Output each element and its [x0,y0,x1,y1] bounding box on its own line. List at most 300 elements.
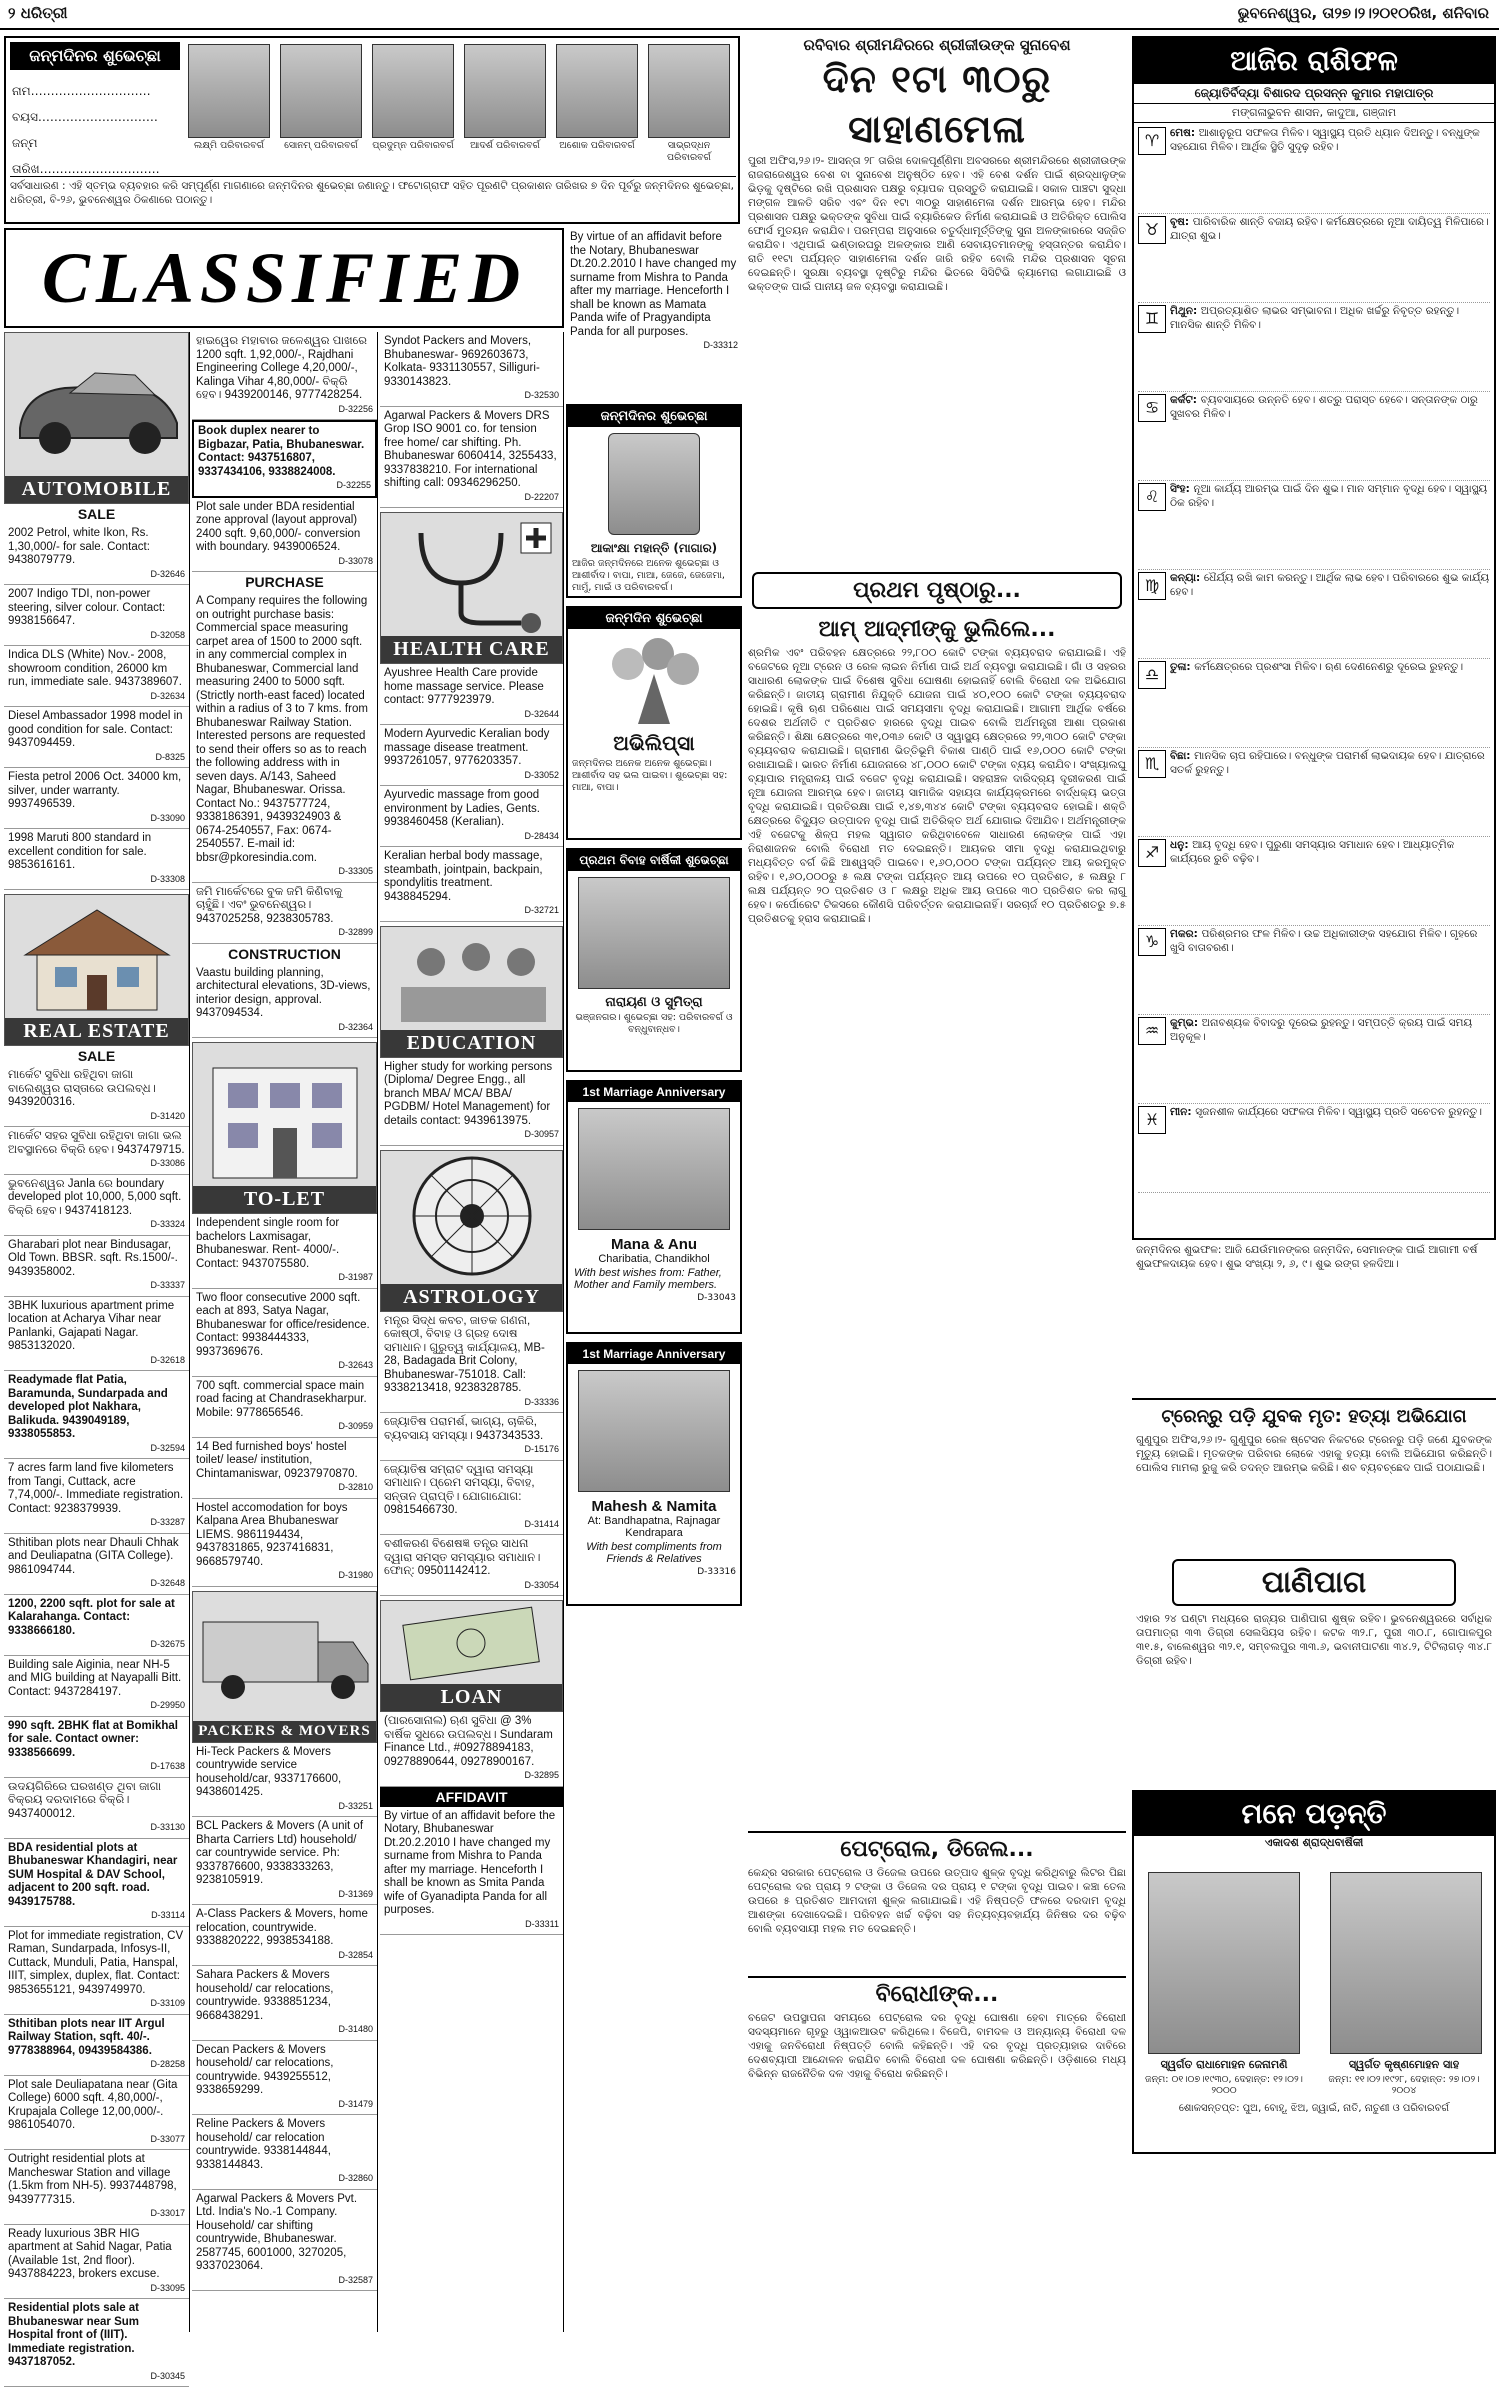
birthday-kid [370,44,456,172]
ad-code: D-32810 [338,1482,373,1492]
wedding-greeting: ପ୍ରଥମ ବିବାହ ବାର୍ଷିକୀ ଶୁଭେଚ୍ଛା ନାରାୟଣ ଓ ସୁମିତ୍ରା ଭଞ୍ଜନଗର। ଶୁଭେଚ୍ଛା ସହ: ପରିବାରବର୍ଗ ଓ ବନ୍ଧୁବାନ୍ଧବ। [566,848,742,1072]
ad-code: D-33077 [150,2133,185,2144]
ad-code: D-33095 [150,2282,185,2293]
ad-code: D-33086 [150,1158,185,1168]
tolet-label: TO-LET [193,1186,376,1213]
classified-ad [4,2015,189,2076]
ad-code: D-30959 [338,1421,373,1431]
health-image [380,512,563,664]
rashi-text: ମାନସିକ ଚାପ ରହିପାରେ। ବନ୍ଧୁଙ୍କ ପରାମର୍ଶ ଲାଭଦାୟକ ହେବ। ଯାତ୍ରାରେ ସତର୍କ ରୁହନ୍ତୁ। [1170,750,1485,776]
education-ads [380,1058,563,1146]
classified-ad [192,2190,377,2292]
form-age: ବୟସ………………………… [12,110,158,124]
classified-ad [192,1214,377,1289]
classified-ad [4,1534,189,1595]
health-label: HEALTH CARE [381,636,562,663]
memorial-detail-2: ଜନ୍ମ: ୧୧।୦୨।୧୯୨୮, ଦେହାନ୍ତ: ୨୭।୦୨।୨୦୦୪ [1328,2074,1480,2096]
rashi-item [1138,748,1490,837]
ad-text: Ayurvedic massage from good environment by Ladies, Gents. 9938460458 (Keralian). [384,789,540,828]
rashi-item [1138,570,1490,659]
ad-text: 2002 Petrol, white Ikon, Rs. 1,30,000/- for sale. Contact: 9438079779. [8,527,150,566]
classified-logo-box [4,228,564,328]
zodiac-sign-icon: ♓ [1138,1106,1166,1134]
ad-code: D-32256 [338,403,373,414]
classified-ad [4,585,189,646]
anniversary-1-photo [578,1108,730,1230]
news-headline: ଦିନ ୧ଟା ୩୦ରୁ ସାହାଣମେଳା [822,57,1052,151]
classified-ad [192,1743,377,1818]
classified-ad [4,646,189,707]
ad-code: D-33017 [150,2208,185,2218]
classified-ad [192,964,377,1039]
classified-ad [4,1066,189,1127]
rashi-item [1138,659,1490,748]
ad-code: D-32643 [338,1360,373,1370]
ad-text: Keralian herbal body massage, steambath, jointpain, backpain, spondylitis treatment. 9438845294. [384,850,543,903]
classified-ad [4,524,189,585]
birthday-strip [4,36,740,224]
classified-ad [4,1459,189,1534]
ad-code: D-32618 [150,1354,185,1365]
ad-code: D-32675 [150,1639,185,1649]
ad-code: D-32854 [338,1949,373,1960]
ad-code: D-32255 [336,480,371,490]
zodiac-sign-icon: ♎ [1138,661,1166,689]
classified-logo: CLASSIFIED [41,238,527,318]
education-image [380,926,563,1058]
classified-ad [192,332,377,420]
classified-ad [4,2076,189,2151]
ad-text: Book duplex nearer to Bigbazar, Patia, Bhubaneswar. Contact: 9437516807, 9337434106, 9338824008. [198,425,365,478]
rashi-text: କର୍ମକ୍ଷେତ୍ରରେ ପ୍ରଶଂସା ମିଳିବ। ଋଣ ଦେଣନେଣରୁ ଦୂରେଇ ରୁହନ୍ତୁ। [1194,661,1464,673]
classified-ad [192,420,377,498]
classified-ad [380,407,563,509]
ad-code: D-33305 [338,866,373,876]
ad-code: D-33114 [151,1910,185,1920]
rashifal-title: ଆଜିର ରାଶିଫଳ [1134,38,1494,84]
ad-code: D-28258 [150,2059,185,2069]
packers-ads [192,1743,377,2292]
packers-label: PACKERS & MOVERS [193,1721,376,1742]
rashi-item [1138,1015,1490,1104]
construction-ads [192,964,377,1039]
ad-text: Outright residential plots at Mancheswar Station and village (1.5km from NH-5). 9937448798, 9439777315. [8,2153,177,2206]
rashi-name: କୁମ୍ଭ: [1170,1017,1202,1029]
ad-code: D-28434 [524,830,559,841]
ad-text: Sthitiban plots near Dhauli Chhak and Deuliapatna (GITA College). 9861094744. [8,1536,179,1576]
ad-text: ଜ୍ୟୋତିଷ ପରାମର୍ଶ, ଭାଗ୍ୟ, ଚାକିରି, ବ୍ୟବସାୟ ସମସ୍ୟା। 9437343533. [384,1416,544,1442]
classified-ad [380,1535,563,1596]
ad-code: D-33308 [150,873,185,884]
ad-text: Indica DLS (White) Nov.- 2008, showroom condition, 26000 km run, immediate sale. 9437389607. [8,649,182,688]
ad-code: D-31479 [338,2098,373,2109]
packers-image [192,1591,377,1743]
ad-text: 700 sqft. commercial space main road facing at Chandrasekharpur. Mobile: 9778656546. [196,1379,367,1419]
classified-column-2 [192,332,378,2332]
ad-code: D-33311 [525,1918,559,1929]
memorial-subtitle: ଏକାଦଶ ଶ୍ରାଦ୍ଧବାର୍ଷିକୀ [1264,1836,1364,1849]
rashi-name: ବୃଷ: [1170,216,1193,228]
ad-code: D-33336 [524,1396,559,1407]
astrology-ads [380,1312,563,1597]
rashi-item [1138,392,1490,481]
rashi-name: ମେଷ: [1170,127,1199,139]
real-estate-image [4,894,189,1046]
ad-code: D-32648 [150,1578,185,1588]
memorial-name-1: ସ୍ୱର୍ଗତ ରାଧାମୋହନ ଜେନାମଣି [1160,2058,1288,2071]
ad-code: D-30345 [150,2370,185,2381]
page-header [0,0,1499,30]
loan-ads [380,1712,563,1787]
ad-code: D-31480 [338,2024,373,2034]
birthday-title: ଜନ୍ମଦିନର ଶୁଭେଚ୍ଛା [10,42,180,70]
ad-code: D-8325 [155,751,185,762]
currency-icon [381,1601,563,1681]
classified-ad [380,1712,563,1787]
ad-code: D-31980 [338,1570,373,1580]
ad-text: Plot sale Deuliapatana near (Gita College) 6000 sqft. 4,80,000/-, Krupajala College 12,00,000/-. 9861054070. [8,2078,178,2131]
loan-label: LOAN [381,1684,562,1711]
classified-column-3 [380,332,564,2332]
classified-ad [4,1778,189,1839]
classified-ad [380,847,563,922]
anniversary-1: 1st Marriage Anniversary Mana & Anu Charibatia, Chandikhol With best wishes from: Father, Mother and Family members. D-33043 [566,1080,742,1334]
ad-code: D-31369 [338,1888,373,1899]
ad-text: Sthitiban plots near IIT Argul Railway Station, sqft. 40/-. 9778388964, 09439584386. [8,2017,165,2057]
ad-text: By virtue of an affidavit before the Notary, Bhubaneswar Dt.20.2.2010 I have changed my surname from Mishra to Panda after my marriage. Henceforth I shall be known as Smita Panda wife of Gyanadipta Panda for all purposes. [384,1809,556,1916]
anniv2-place: At: Bandhapatna, Rajnagar Kendrapara [587,1515,721,1539]
ad-code: D-31987 [338,1272,373,1282]
ad-text: A-Class Packers & Movers, home relocation, countrywide. 9338820222, 9938534188. [196,1908,368,1947]
classified-ad [4,1717,189,1778]
classified-ad [192,2115,377,2190]
classified-ad [4,1656,189,1717]
classified-ad [192,1817,377,1905]
ad-text: Ready luxurious 3BR HIG apartment at Sahid Nagar, Patia (Available 1st, 2nd floor). 9437884223, brokers excuse. [8,2227,172,2280]
ad-text: ବଶୀକରଣ ବିଶେଷଜ୍ଞ ତନ୍ତ୍ର ସାଧନା ଦ୍ୱାରା ସମସ୍ତ ସମସ୍ୟାର ସମାଧାନ। ଫୋନ୍: 09501142412. [384,1538,541,1577]
kid-name: ଆଦର୍ଶ ପରିବାରବର୍ଗ [470,140,540,151]
ad-text: Syndot Packers and Movers, Bhubaneswar- 9692603673, Kolkata- 9331130557, Silliguri- 9330143823. [384,335,540,388]
birthday-kid [462,44,548,172]
weather-body: ଏହାର ୨୪ ଘଣ୍ଟା ମଧ୍ୟରେ ରାଜ୍ୟର ପାଣିପାଗ ଶୁଷ୍କ ରହିବ। ଭୁବନେଶ୍ୱରରେ ସର୍ବାଧିକ ତାପମାତ୍ରା ୩୩ ଡିଗ୍ରୀ ସେଲସିୟସ ରହିବ। କଟକ ୩୨.୮, ପୁରୀ ୩୦.୮, ଗୋପାଳପୁର ୩୧.୫, ବାଲେଶ୍ୱର ୩୨.୧, ସମ୍ବଲପୁର ୩୩.୬, ଭବାନୀପାଟଣା ୩୪.୨, ଟିଟିଲାଗଡ଼ ୩୪.୮ ଡିଗ୍ରୀ ରହିବ। [1136,1613,1492,1667]
classified-ad [4,2150,189,2225]
memorial-photo-1 [1148,1872,1300,2054]
ad-text: ଜ୍ୟୋତିଷ ସମ୍ରାଟ ଦ୍ୱାରା ସମସ୍ୟା ସମାଧାନ। ପ୍ରେମ ସମସ୍ୟା, ବିବାହ, ସନ୍ତାନ ପ୍ରାପ୍ତି। ଯୋଗାଯୋଗ: 09815466730. [384,1463,535,1516]
wedding-couple: ନାରାୟଣ ଓ ସୁମିତ୍ରା [605,995,703,1010]
ad-text: Hostel accomodation for boys Kalpana Area Bhubaneswar LIEMS. 9861194434, 9437831865, 9237416831, 9668579740. [196,1501,348,1568]
truck-icon [193,1592,377,1712]
kid-photo [648,44,730,138]
ad-text: 1998 Maruti 800 standard in excellent condition for sale. 9853616161. [8,832,152,871]
rashi-name: ବିଛା: [1170,750,1195,762]
ad-text: Sahara Packers & Movers household/ car relocations, countrywide. 9338851234, 9668438291. [196,1969,334,2022]
ad-text: 14 Bed furnished boys' hostel toilet/ lease/ institution, Chintamaniswar, 09237970870. [196,1440,358,1480]
rashi-text: ଧୈର୍ଯ୍ୟ ରଖି କାମ କରନ୍ତୁ। ଆର୍ଥିକ ଲାଭ ହେବ। ପରିବାରରେ ଶୁଭ କାର୍ଯ୍ୟ ହେବ। [1170,572,1489,598]
real-estate-ads [4,1066,189,2387]
classified-ad [380,786,563,847]
right-column [1132,36,1496,2332]
ad-code: D-32364 [338,1021,373,1032]
ad-text: Independent single room for bachelors Laxmisagar, Bhubaneswar. Rent- 4000/-. Contact: 9437075580. [196,1217,340,1270]
ad-text: ମନ୍ତ୍ର ସିଦ୍ଧ କବଚ, ଜାତକ ଗଣନା, କୋଷ୍ଠୀ, ବିବାହ ଓ ଗ୍ରହ ଦୋଷ ସମାଧାନ। ଗୁରୁତ୍ୱ କାର୍ଯ୍ୟାଳୟ, MB-28, Badagada Brit Colony, Bhubaneswar-751018. Call: 9338213418, 9238328785. [384,1314,545,1394]
purchase-ads [192,592,377,944]
car-icon [5,333,189,473]
ad-text: Residential plots sale at Bhubaneswar near Sum Hospital front of (IIIT). Immediate registration. 9437187052. [8,2302,140,2368]
kid-photo [556,44,638,138]
greeting-column [566,404,742,2334]
zodiac-sign-icon: ♏ [1138,750,1166,778]
ad-code: D-33251 [338,1800,373,1811]
kid-photo [188,44,270,138]
news-body-1: ଶ୍ରମିକ ଏବଂ ପରିବହନ କ୍ଷେତ୍ରରେ ୨୨,୮୦୦ କୋଟି ଟଙ୍କା ବ୍ୟୟବରାଦ କରାଯାଇଛି। ଏହି ବଜେଟରେ ନୂଆ ଟ୍ରେନ ଓ ରେଳ ଲାଇନ ନିର୍ମାଣ ପାଇଁ ଅର୍ଥ ବ୍ୟବସ୍ଥା କରାଯାଇଛି। ଗାଁ ଓ ସହରର ସାଧାରଣ ଲୋକଙ୍କ ପାଇଁ ବିଶେଷ ସୁବିଧା ଘୋଷଣା ହୋଇନାହିଁ ବୋଲି ବିରୋଧୀ ଦଳ ଅଭିଯୋଗ କରିଛନ୍ତି। ଜାତୀୟ ଗ୍ରାମୀଣ ନିଯୁକ୍ତି ଯୋଜନା ପାଇଁ ୪୦,୧୦୦ କୋଟି ଟଙ୍କା ବ୍ୟୟବରାଦ ହୋଇଛି। କୃଷି ଋଣ ପରିଶୋଧ ପାଇଁ ସମୟସୀମା ବୃଦ୍ଧି କରାଯାଇଛି। ଆଗାମୀ ଆର୍ଥିକ ବର୍ଷରେ ଦେଶର ଅର୍ଥନୀତି ୯ ପ୍ରତିଶତ ହାରରେ ବୃଦ୍ଧି ପାଇବ ବୋଲି ଅର୍ଥମନ୍ତ୍ରୀ ଆଶା ପ୍ରକାଶ କରିଛନ୍ତି। ଶିକ୍ଷା କ୍ଷେତ୍ରରେ ୩୧,୦୩୬ କୋଟି ଓ ସ୍ୱାସ୍ଥ୍ୟ କ୍ଷେତ୍ରରେ ୨୨,୩୦୦ କୋଟି ଟଙ୍କା ବ୍ୟୟବରାଦ କରାଯାଇଛି। ଗ୍ରାମୀଣ ଭିତ୍ତିଭୂମି ବିକାଶ ପାଣ୍ଠି ପାଇଁ ୧୬,୦୦୦ କୋଟି ଟଙ୍କା ରଖାଯାଇଛି। ଭାରତ ନିର୍ମାଣ ଯୋଜନାରେ ୪୮,୦୦୦ କୋଟି ଟଙ୍କା ବ୍ୟୟ କରାଯିବ। ସଂଖ୍ୟାଲଘୁ ବ୍ୟାପାର ମନ୍ତ୍ରାଳୟ ପାଇଁ ବଜେଟ ବୃଦ୍ଧି କରାଯାଇଛି। ସହରାଞ୍ଚଳ ଦାରିଦ୍ର୍ୟ ଦୂରୀକରଣ ପାଇଁ ନୂଆ ଯୋଜନା ଆରମ୍ଭ ହେବ। ଜାତୀୟ ସାମାଜିକ ସହାୟତା କାର୍ଯ୍ୟକ୍ରମରେ ବାର୍ଦ୍ଧକ୍ୟ ଭତ୍ତା ବୃଦ୍ଧି କରାଯାଇଛି। ପ୍ରତିରକ୍ଷା ପାଇଁ ୧,୪୭,୩୪୪ କୋଟି ଟଙ୍କା ବ୍ୟୟବରାଦ ହୋଇଛି। ଶକ୍ତି କ୍ଷେତ୍ରରେ ବିଦ୍ୟୁତ ଉତ୍ପାଦନ ବୃଦ୍ଧି ପାଇଁ ଅତିରିକ୍ତ ଅର୍ଥ ଯୋଗାଇ ଦିଆଯିବ। ଅର୍ଥମନ୍ତ୍ରୀଙ୍କ ଏହି ବଜେଟକୁ ଶିଳ୍ପ ମହଲ ସ୍ୱାଗତ କରିଥିବାବେଳେ ସାଧାରଣ ଲୋକଙ୍କ ପାଇଁ ଏହା ନିରାଶାଜନକ ବୋଲି ବିରୋଧୀ ମତ ଦେଇଛନ୍ତି। ଆୟକର ସୀମା ବୃଦ୍ଧି କରାଯାଇଥିବାରୁ ମଧ୍ୟବିତ୍ତ ବର୍ଗ କିଛି ଆଶ୍ୱସ୍ତି ପାଇବେ। ୧,୬୦,୦୦୦ ଟଙ୍କା ପର୍ଯ୍ୟନ୍ତ ଆୟ କରମୁକ୍ତ ରହିବ। ୧,୬୦,୦୦୦ରୁ ୫ ଲକ୍ଷ ଟଙ୍କା ପର୍ଯ୍ୟନ୍ତ ଆୟ ଉପରେ ୧୦ ପ୍ରତିଶତ, ୫ ଲକ୍ଷରୁ ୮ ଲକ୍ଷ ପର୍ଯ୍ୟନ୍ତ ୨୦ ପ୍ରତିଶତ ଓ ୮ ଲକ୍ଷରୁ ଅଧିକ ଆୟ ଉପରେ ୩୦ ପ୍ରତିଶତ କର ଲାଗୁ ହେବ। କର୍ପୋରେଟ ଟିକସରେ କୌଣସି ପରିବର୍ତ୍ତନ କରାଯାଇନାହିଁ। ସରଚାର୍ଜ ୧୦ ପ୍ରତିଶତରୁ ୭.୫ ପ୍ରତିଶତକୁ ହ୍ରାସ କରାଯାଇଛି। [748,647,1126,925]
zodiac-sign-icon: ♍ [1138,572,1166,600]
ad-code: D-32058 [150,629,185,640]
rashi-item [1138,214,1490,303]
subhead-petrol-diesel: ପେଟ୍ରୋଲ, ଡିଜେଲ... [748,1831,1126,1866]
ad-code: D-32634 [150,690,185,701]
kid-photo [464,44,546,138]
astrology-label: ASTROLOGY [381,1284,562,1311]
kid-name: ଲକ୍ଷ୍ମି ପରିବାରବର୍ଗ [194,140,264,151]
rashi-text: ଅନାବଶ୍ୟକ ବିବାଦରୁ ଦୂରେଇ ରୁହନ୍ତୁ। ସମ୍ପତ୍ତି କ୍ରୟ ପାଇଁ ସମୟ ଅନୁକୂଳ। [1170,1017,1473,1043]
rashi-text: ପରିଶ୍ରମର ଫଳ ମିଳିବ। ଉଚ୍ଚ ଅଧିକାରୀଙ୍କ ସହଯୋଗ ମିଳିବ। ଗୃହରେ ଖୁସି ବାତାବରଣ। [1170,928,1478,954]
ad-code: D-32895 [524,1770,559,1780]
ad-code: D-33109 [150,1998,185,2008]
ad-code: D-32721 [524,905,559,915]
kid-name: ସାଭ୍ରଦ୍ଧନ ପରିବାରବର୍ଗ [667,140,711,163]
affidavit-top: By virtue of an affidavit before the Notary, Bhubaneswar Dt.20.2.2010 I have changed my surname from Mishra to Panda after my marriage. Henceforth I shall be known as Mamata Panda wife of Pragyandipta Panda for all purposes. D-33312 [570,231,738,350]
kid-name: ପ୍ରଦୁମ୍ନ ପରିବାରବର୍ଗ [372,140,454,151]
ad-text: Fiesta petrol 2006 Oct. 34000 km, silver, under warranty. 9937496539. [8,771,182,810]
classified-ad [4,1127,189,1175]
ad-code: D-32587 [338,2274,373,2285]
kid-photo [280,44,362,138]
automobile-image [4,332,189,504]
real-estate-sale-heading: SALE [77,1048,116,1064]
memorial-name-2: ସ୍ୱର୍ଗତ କୃଷ୍ଣମୋହନ ସାହ [1348,2058,1460,2071]
section-front-page: ପ୍ରଥମ ପୃଷ୍ଠାରୁ... [752,572,1122,609]
memorial-title: ମନେ ପଡ଼ନ୍ତି [1134,1792,1494,1836]
form-name: ନାମ………………………… [12,84,151,98]
ad-text: Readymade flat Patia, Baramunda, Sundarpada and developed plot Nakhara, Balikuda. 9439049189, 9338055853. [8,1374,168,1440]
birthday-note: ସର୍ବସାଧାରଣ : ଏହି ସ୍ତମ୍ଭ ବ୍ୟବହାର କରି ସମ୍ପୂର୍ଣ୍ଣ ମାଗଣାରେ ଜନ୍ମଦିନର ଶୁଭେଚ୍ଛା ଜଣାନ୍ତୁ। ଫଟୋଗ୍ରାଫ ସହିତ ପୂରଣଟି ପ୍ରକାଶନ ତାରିଖର ୭ ଦିନ ପୂର୍ବରୁ ଜନ୍ମଦିନର ଶୁଭେଚ୍ଛା, ଧରିତ୍ରୀ, ବି-୨୬, ଭୁବନେଶ୍ୱର ଠିକଣାରେ ପଠାନ୍ତୁ। [10,176,736,220]
couple-photo [578,877,730,989]
rashifal-byline-1: ଜ୍ୟୋତିର୍ବିଦ୍ୟା ବିଶାରଦ ପ୍ରସନ୍ନ କୁମାର ମହାପାତ୍ର [1134,84,1494,104]
ad-text: Vaastu building planning, architectural elevations, 3D-views, interior design, approval. 9437094534. [196,966,371,1019]
anniv1-place: Charibatia, Chandikhol [598,1253,710,1265]
ad-code: D-32899 [338,927,373,937]
classified-ad [192,1966,377,2041]
tolet-image [192,1042,377,1214]
crime-headline: ଟ୍ରେନ୍‌ରୁ ପଡ଼ି ଯୁବକ ମୃତ: ହତ୍ୟା ଅଭିଯୋଗ [1161,1406,1467,1427]
rashi-name: ମିଥୁନ: [1170,305,1201,317]
birthday-kid [186,44,272,172]
automobile-label: AUTOMOBILE [5,476,188,503]
anniv2-couple: Mahesh & Namita [591,1498,717,1515]
rashifal-byline-2: ମଙ୍ଗଳାଭୁବନ ଶାସନ, କାଦୁଆ, ଗଞ୍ଜାମ [1134,104,1494,123]
ad-code: D-32860 [338,2173,373,2183]
ad-text: ହାଇୱେର ମହାବାର ଜଳେଶ୍ୱର ପାଖରେ 1200 sqft. 1,92,000/-, Rajdhani Engineering College 4,20,000/-, Kalinga Vihar 4,80,000/- ବିକ୍ରି ହେବ। 9439200146, 9777428254. [196,335,368,401]
ad-code: D-32646 [150,568,185,579]
ad-text: Plot for immediate registration, CV Raman, Sundarpada, Infosys-II, Cuttack, Munduli, Patia, Hanspal, IIIT, simplex, duplex, flat. Contact: 9853655121, 9439749970. [8,1929,184,1996]
zodiac-sign-icon: ♑ [1138,928,1166,956]
ad-text: 2007 Indigo TDI, non-power steering, silver colour. Contact: 9938156647. [8,588,166,627]
news-kicker: ରବିବାର ଶ୍ରୀମନ୍ଦିରରେ ଶ୍ରୀଜୀଉଙ୍କ ସୁନାବେଶ [803,36,1071,54]
ad-text: Modern Ayurvedic Keralian body massage disease treatment. 9937261057, 9776203357. [384,728,550,767]
rashi-item [1138,837,1490,926]
classified-ad [380,1413,563,1461]
ad-text: Decan Packers & Movers household/ car relocations, countrywide. 9439255512, 9338659299. [196,2043,334,2096]
purchase-heading: PURCHASE [245,574,324,590]
health-ads [380,664,563,922]
zodiac-sign-icon: ♒ [1138,1017,1166,1045]
child-photo [608,433,700,535]
ad-text: ଜମି ମାର୍କେଟରେ ବୁକ ଜମି କିଣିବାକୁ ଚାହୁଁଛି। ଏବଂ ଭୁବନେଶ୍ୱର। 9437025258, 9238305783. [196,885,343,925]
rashifal-list [1134,123,1494,1195]
astrology-image [380,1150,563,1312]
rashi-text: ସୃଜନଶୀଳ କାର୍ଯ୍ୟରେ ସଫଳତା ମିଳିବ। ସ୍ୱାସ୍ଥ୍ୟ ପ୍ରତି ସଚେତନ ରୁହନ୍ତୁ। [1195,1106,1482,1118]
classified-ad [192,1438,377,1499]
classified-ad [4,707,189,768]
classified-ad [192,1905,377,1966]
rashifal-box [1132,36,1496,1240]
anniv1-msg: With best wishes from: Father, Mother and Family members. [574,1267,722,1291]
rashifal-note: ଜନ୍ମଦିନର ଶୁଭଫଳ: ଆଜି ଯେଉଁମାନଙ୍କର ଜନ୍ମଦିନ, ସେମାନଙ୍କ ପାଇଁ ଆଗାମୀ ବର୍ଷ ଶୁଭଫଳଦାୟକ ହେବ। ଶୁଭ ସଂଖ୍ୟା ୨, ୬, ୯। ଶୁଭ ରଙ୍ଗ ହଳଦିଆ। [1132,1240,1496,1400]
classified-ad [4,2299,189,2387]
anniversary-2: 1st Marriage Anniversary Mahesh & Namita At: Bandhapatna, Rajnagar Kendrapara With best compliments from Friends & Relatives D-33316 [566,1342,742,1606]
classified-ad [4,829,189,890]
zodiac-sign-icon: ♐ [1138,839,1166,867]
rashi-text: ନୂଆ କାର୍ଯ୍ୟ ଆରମ୍ଭ ପାଇଁ ଦିନ ଶୁଭ। ମାନ ସମ୍ମାନ ବୃଦ୍ଧି ହେବ। ସ୍ୱାସ୍ଥ୍ୟ ଠିକ ରହିବ। [1170,483,1488,509]
ad-code: D-29950 [150,1700,185,1710]
ad-text: 7 acres farm land five kilometers from Tangi, Cuttack, acre 7,74,000/-. Immediate registration. Contact: 9238379939. [8,1462,184,1515]
ad-code: D-32594 [150,1442,185,1453]
anniversary-2-photo [578,1370,730,1492]
birthday-kids-row [186,44,738,172]
classified-ad [4,1175,189,1236]
form-date: ଜନ୍ମ ତାରିଖ………………………… [12,136,160,176]
automobile-sale-heading: SALE [77,506,116,522]
memorial-box [1132,1790,1496,2154]
ad-text: Plot sale under BDA residential zone approval (layout approval) 2400 sqft. 9,60,000/- conversion with boundary. 9439006524. [196,500,361,553]
rashi-item [1138,481,1490,570]
real-estate-label: REAL ESTATE [5,1018,188,1045]
subhead-aam-aadmi: ଆମ୍ ଆଦ୍ମୀଙ୍କୁ ଭୁଲିଲେ... [818,617,1056,642]
rashi-item [1138,303,1490,392]
ad-code: D-33090 [150,812,185,823]
flower-bouquet-icon [568,629,740,729]
zodiac-sign-icon: ♈ [1138,127,1166,155]
kid-name: ସୋନମ୍ ପରିବାରବର୍ଗ [284,140,358,151]
ad-text: Two floor consecutive 2000 sqft. each at 893, Satya Nagar, Bhubaneswar for office/residence. Contact: 9938444333, 9937369676. [196,1291,370,1358]
ad-text: ମାର୍କେଟ ସୁବିଧା ରହିଥିବା ଜାଗା ବାଲେଶ୍ୱର ରାସ୍ତାରେ ଉପଲବ୍ଧ। 9439200316. [8,1069,156,1108]
ad-text: Diesel Ambassador 1998 model in good condition for sale. Contact: 9437094459. [8,710,183,749]
ad-code: D-33287 [150,1517,185,1527]
ad-text: A Company requires the following on outright purchase basis: Commercial space measuring carpet area of 1500 to 2000 sqft. in any commercial complex in Bhubaneswar, Commercial land measuring 2400 to 5000 sqft. (Strictly north-east faced) located within a radius of 3 to 7 kms. from Bhubaneswar Railway Station. Interested persons are requested to send their offers so as to reach the following address with in seven days. A/143, Saheed Nagar, Bhubaneswar. Orissa. Contact No.: 9437577724, 9338186391, 9439324903 & 0674-2540557, Fax: 0674-2540557. E-mail id: bbsr@pkoresindia.com. [196,595,368,864]
classified-ad [192,1377,377,1438]
rashi-text: ଅପ୍ରତ୍ୟାଶିତ ଲାଭର ସମ୍ଭାବନା। ଅଧିକ ଖର୍ଚ୍ଚରୁ ନିବୃତ୍ତ ରହନ୍ତୁ। ମାନସିକ ଶାନ୍ତି ମିଳିବ। [1170,305,1460,331]
classified-ad [380,332,563,407]
classified-ad [380,664,563,725]
ad-text: ଭୁବନେଶ୍ୱର Janla ରେ boundary developed plot 10,000, 5,000 sqft. ବିକ୍ରି ହେବ। 9437418123. [8,1177,182,1217]
ad-text: 3BHK luxurious apartment prime location at Acharya Vihar near Panlanki, Gajapati Nagar. 9853132020. [8,1299,175,1352]
automobile-ads [4,524,189,890]
ad-code: D-31414 [524,1518,559,1529]
affidavit-ads [380,1807,563,1936]
rashi-item [1138,1104,1490,1193]
ad-code: D-15176 [524,1444,559,1454]
ad-code: D-33052 [524,769,559,780]
birthday-form [12,78,182,182]
zodiac-wheel-icon [381,1151,563,1281]
kid-name: ଅଶୋକ ପରିବାରବର୍ଗ [559,140,635,151]
classified-ad [380,1058,563,1146]
classified-ad [4,1297,189,1372]
dateline: ଭୁବନେଶ୍ୱର, ତା୨୭।୨।୨୦୧୦ରିଖ, ଶନିବାର [1237,4,1489,22]
news-body-3: ବଜେଟ ଉପସ୍ଥାପନା ସମୟରେ ପେଟ୍ରୋଲ ଦର ବୃଦ୍ଧି ଘୋଷଣା ହେବା ମାତ୍ରେ ବିରୋଧୀ ସଦସ୍ୟମାନେ ଗୃହରୁ ଓ୍ୱାକଆଉଟ କରିଥିଲେ। ବିଜେପି, ବାମଦଳ ଓ ଅନ୍ୟାନ୍ୟ ବିରୋଧୀ ଦଳ ଏହାକୁ ଜନବିରୋଧୀ ନିଷ୍ପତ୍ତି ବୋଲି କହିଛନ୍ତି। ଏହି ଦର ବୃଦ୍ଧି ପ୍ରତ୍ୟାହାର ଦାବିରେ ଦେଶବ୍ୟାପୀ ଆନ୍ଦୋଳନ କରାଯିବ ବୋଲି ବିରୋଧୀ ଦଳ ଘୋଷଣା କରିଛନ୍ତି। ଓଡ଼ିଶାରେ ମଧ୍ୟ ବିଭିନ୍ନ ରାଜନୈତିକ ଦଳ ଏହାକୁ ବିରୋଧ କରିଛନ୍ତି। [748,2012,1126,2080]
anniv1-couple: Mana & Anu [610,1236,698,1253]
memorial-detail-1: ଜନ୍ମ: ୦୧।୦୭।୧୯୩୦, ଦେହାନ୍ତ: ୧୨।୦୨।୨୦୦୦ [1145,2074,1303,2096]
ad-text: Gharabari plot near Bindusagar, Old Town. BBSR. sqft. Rs.1500/-. 9439358002. [8,1238,178,1278]
rashi-name: ସିଂହ: [1170,483,1194,495]
birthday-greeting-1: ଜନ୍ମଦିନର ଶୁଭେଚ୍ଛା ଆକାଂକ୍ଷା ମହାନ୍ତି (ମାଗାର) ଆଜିର ଜନ୍ମଦିନରେ ଅନେକ ଶୁଭେଚ୍ଛା ଓ ଆଶୀର୍ବାଦ। ବାପା, ମାଆ, ଜେଜେ, ଜେଜେମା, ମାମୁଁ, ମାଇଁ ଓ ପରିବାରବର୍ଗ। [566,404,742,598]
rashi-text: ବ୍ୟବସାୟରେ ଉନ୍ନତି ହେବ। ଶତ୍ରୁ ପରାସ୍ତ ହେବେ। ସନ୍ତାନଙ୍କ ଠାରୁ ସୁଖବର ମିଳିବ। [1170,394,1478,420]
classified-ad [192,498,377,573]
classified-ad [192,883,377,944]
memorial-footer: ଶୋକସନ୍ତପ୍ତ: ପୁଅ, ବୋହୂ, ଝିଅ, ଜ୍ୱାଇଁ, ନାତି, ନାତୁଣୀ ଓ ପରିବାରବର୍ଗ [1178,2103,1450,2114]
classified-ad [192,1289,377,1377]
bday-msg: ଆଜିର ଜନ୍ମଦିନରେ ଅନେକ ଶୁଭେଚ୍ଛା ଓ ଆଶୀର୍ବାଦ। ବାପା, ମାଆ, ଜେଜେ, ଜେଜେମା, ମାମୁଁ, ମାଇଁ ଓ ପରିବାରବର୍ଗ। [572,558,725,593]
classified-ad [4,1927,189,2015]
ad-text: Higher study for working persons (Diploma/ Degree Engg., all branch MBA/ MCA/ BBA/ PGDBM/ Hotel Management) for details contact: 9439613975. [384,1060,553,1127]
ad-text: BCL Packers & Movers (A unit of Bharta Carriers Ltd) household/ car countrywide service. Ph: 9337876600, 9338333263, 9238105919. [196,1820,364,1886]
ad-text: 990 sqft. 2BHK flat at Bomikhal for sale. Contact owner: 9338566699. [8,1719,178,1759]
classified-ad [192,592,377,883]
ad-code: D-31420 [150,1110,185,1121]
classified-ad [4,1839,189,1927]
ad-text: 1200, 2200 sqft. plot for sale at Kalarahanga. Contact: 9338666180. [8,1597,175,1637]
classified-ad [192,1499,377,1587]
classified-ad [4,2225,189,2300]
news-body-2: କେନ୍ଦ୍ର ସରକାର ପେଟ୍ରୋଲ ଓ ଡିଜେଲ ଉପରେ ଉତ୍ପାଦ ଶୁଳ୍କ ବୃଦ୍ଧି କରିଥିବାରୁ ଲିଟର ପିଛା ପେଟ୍ରୋଲ ଦର ପ୍ରାୟ ୨ ଟଙ୍କା ଓ ଡିଜେଲ ଦର ପ୍ରାୟ ୧ ଟଙ୍କା ବୃଦ୍ଧି ପାଇବ। କଞ୍ଚା ତେଲ ଉପରେ ୫ ପ୍ରତିଶତ ଆମଦାନୀ ଶୁଳ୍କ ଲଗାଯାଇଛି। ଏହି ନିଷ୍ପତ୍ତି ଫଳରେ ଦରଦାମ ବୃଦ୍ଧି ଆଶଙ୍କା ଦେଖାଦେଇଛି। ପରିବହନ ଖର୍ଚ୍ଚ ବଢ଼ିବା ସହ ନିତ୍ୟବ୍ୟବହାର୍ଯ୍ୟ ଜିନିଷର ଦର ବଢ଼ିବ ବୋଲି ବ୍ୟବସାୟୀ ମହଲ ମତ ଦେଇଛନ୍ତି। [748,1867,1127,1935]
classified-ad [4,768,189,829]
zodiac-sign-icon: ♊ [1138,305,1166,333]
rashi-text: ଆୟ ବୃଦ୍ଧି ହେବ। ପୁରୁଣା ସମସ୍ୟାର ସମାଧାନ ହେବ। ଆଧ୍ୟାତ୍ମିକ କାର୍ଯ୍ୟରେ ରୁଚି ବଢ଼ିବ। [1170,839,1455,865]
ad-text: (ପାରସୋନାଲ) ଋଣ ସୁବିଧା @ 3% ବାର୍ଷିକ ସୁଧରେ ଉପଲବ୍ଧ। Sundaram Finance Ltd., #09278894183, 09278890644, 09278900167. [384,1715,553,1768]
ad-text: Reline Packers & Movers household/ car relocation countrywide. 9338144844, 9338144843. [196,2118,331,2171]
ad-code: D-33130 [150,1822,185,1832]
rashi-name: ମକର: [1170,928,1202,940]
bday2-msg: ଜନ୍ମଦିନର ଅନେକ ଅନେକ ଶୁଭେଚ୍ଛା। ଆଶୀର୍ବାଦ ସହ ଭଲ ପାଇବା। ଶୁଭେଚ୍ଛା ସହ: ମାଆ, ବାପା। [572,758,728,793]
rashi-name: କନ୍ୟା: [1170,572,1204,584]
ad-text: Ayushree Health Care provide home massage service. Please contact: 9777923979. [384,667,544,706]
construction-heading: CONSTRUCTION [228,945,341,962]
bday-name: ଆକାଂକ୍ଷା ମହାନ୍ତି (ମାଗାର) [590,541,718,555]
ad-code: D-32644 [524,708,559,719]
ad-text: ମାର୍କେଟ ସହର ସୁବିଧା ରହିଥିବା ଜାଗା ଭଲ ଅବସ୍ଥାନରେ ବିକ୍ରି ହେବ। 9437479715. [8,1130,185,1156]
crime-body: ଗୁଣୁପୁର ଅଫିସ,୨୬।୨- ଗୁଣୁପୁର ରେଳ ଷ୍ଟେସନ ନିକଟରେ ଟ୍ରେନରୁ ପଡ଼ି ଜଣେ ଯୁବକଙ୍କ ମୃତ୍ୟୁ ହୋଇଛି। ମୃତକଙ୍କ ପରିବାର ଲୋକେ ଏହାକୁ ହତ୍ୟା ବୋଲି ଅଭିଯୋଗ କରିଛନ୍ତି। ପୋଲିସ ମାମଲା ରୁଜୁ କରି ତଦନ୍ତ ଆରମ୍ଭ କରିଛି। ଶବ ବ୍ୟବଚ୍ଛେଦ ପାଇଁ ପଠାଯାଇଛି। [1136,1434,1492,1474]
classified-ad [4,1371,189,1459]
affidavit-heading: AFFIDAVIT [380,1787,563,1807]
column-2-ads [192,332,377,572]
rashi-item [1138,125,1490,214]
ad-code: D-17638 [150,1761,185,1771]
weather-headline: ପାଣିପାଗ [1172,1559,1456,1606]
ad-code: D-33054 [524,1579,559,1590]
memorial-photo-2 [1330,1872,1482,2054]
column-3-ads [380,332,563,508]
birthday-kid [646,44,732,172]
